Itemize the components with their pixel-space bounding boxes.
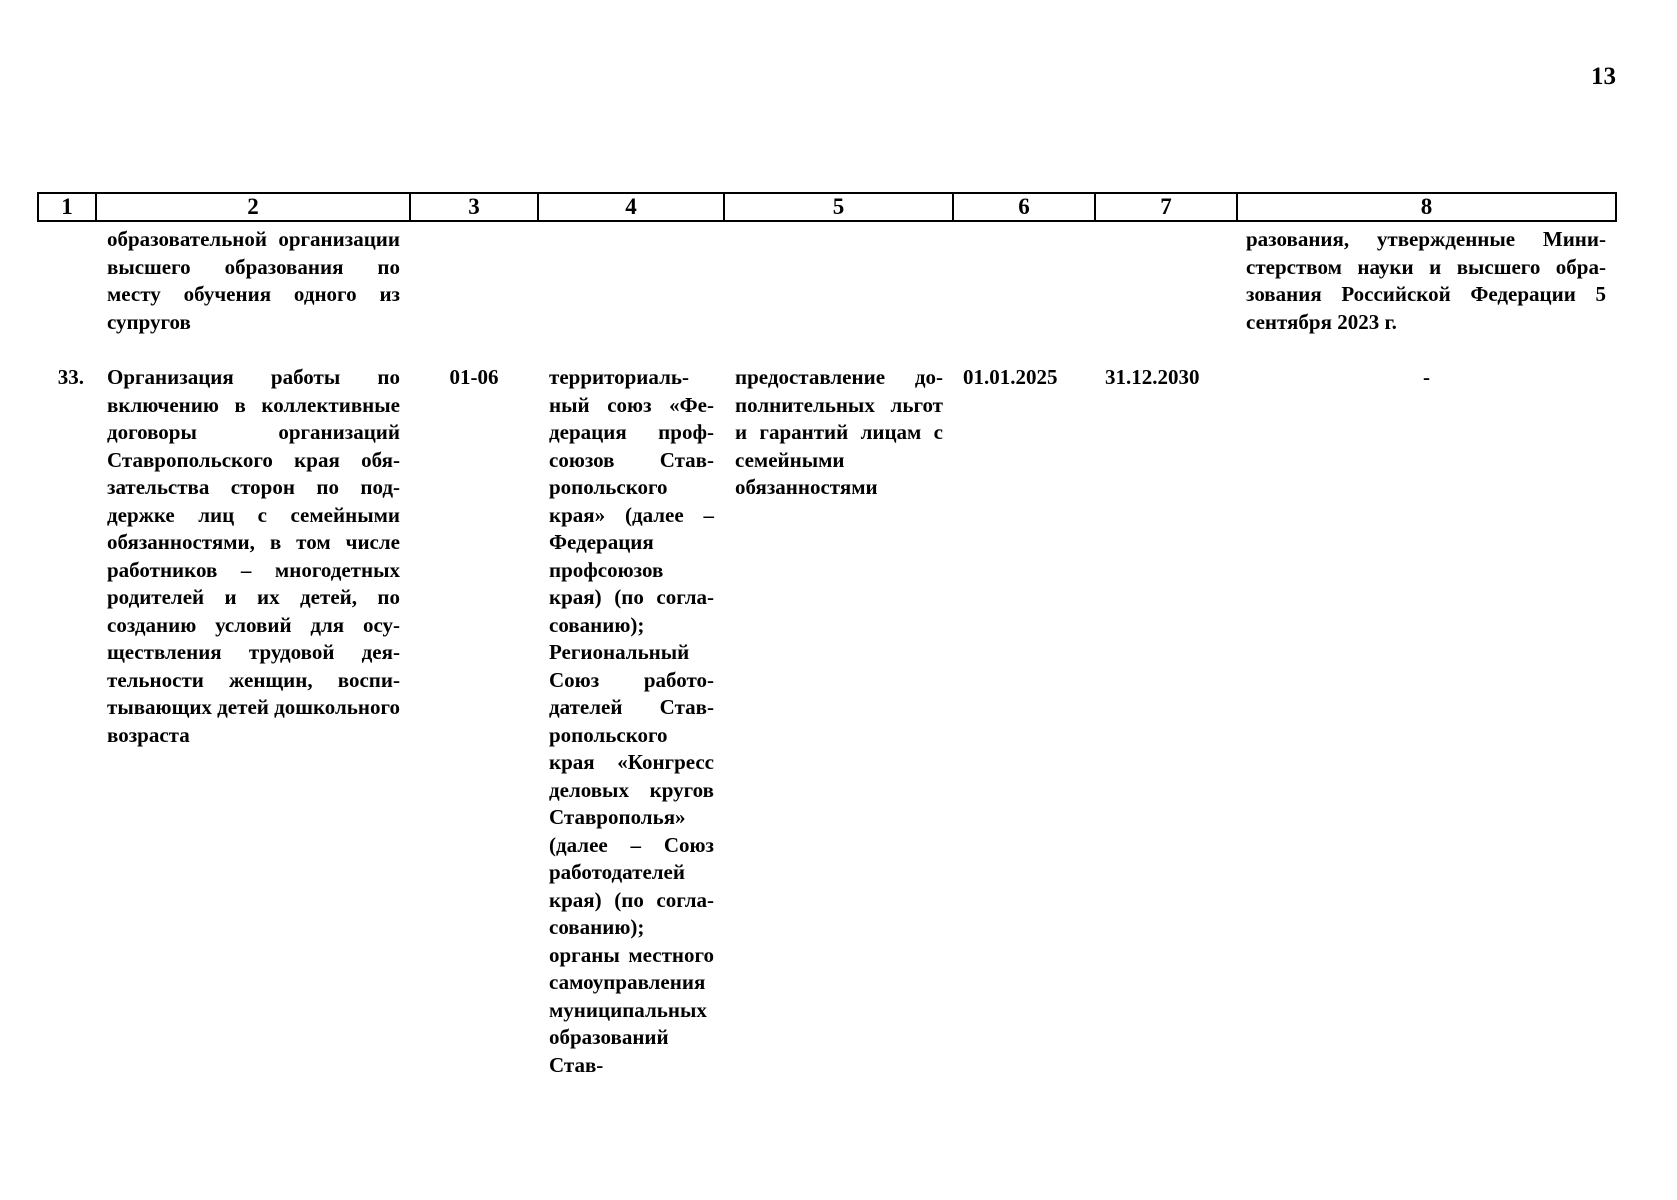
header-col-3: 3 (410, 193, 538, 221)
page-number: 13 (1591, 63, 1616, 90)
header-col-6: 6 (953, 193, 1095, 221)
measures-table-wrapper (37, 192, 1615, 1079)
cell-end-date: 31.12.2030 (1105, 365, 1200, 389)
cell-row-number: 33. (57, 365, 84, 389)
header-col-7: 7 (1095, 193, 1237, 221)
cell-executors: территориальный союз «Федерация профсоюзов Ставропольского края» (далее – Федерация профсоюзов края) (по согласованию); Региональный Союз работодателей Ставропольского края «Конгресс деловых кругов Ставрополья» (далее – Союз работодателей края) (по согласованию); органы местного самоуправления муниципальных образований Став- (549, 365, 714, 1077)
cell-continuation-col7 (1095, 221, 1237, 364)
cell-continuation-note: разования, утвержденные Министерством науки и высшего образования Российской Федерации 5 сентября 2023 г. (1246, 227, 1606, 334)
cell-start-date: 01.01.2025 (963, 365, 1058, 389)
cell-continuation-col4 (538, 221, 724, 364)
header-col-2: 2 (96, 193, 410, 221)
header-col-1: 1 (38, 193, 96, 221)
cell-continuation-col1 (38, 221, 96, 364)
header-col-8: 8 (1237, 193, 1616, 221)
cell-continuation-col6 (953, 221, 1095, 364)
header-col-4: 4 (538, 193, 724, 221)
table-row-continuation (38, 221, 1616, 364)
table-row-33 (38, 364, 1616, 1079)
header-col-5: 5 (724, 193, 953, 221)
table-header (38, 193, 1616, 221)
cell-code: 01-06 (449, 365, 499, 389)
cell-note: - (1423, 365, 1430, 389)
cell-measure: Организация работы по включению в коллективные договоры организаций Ставропольского края обязательства сторон по поддержке лиц с семейными обязанностями, в том числе работников – многодетных родителей и их детей, по созданию условий для осуществления трудовой деятельности женщин, воспитывающих детей дошкольного возраста (107, 365, 401, 747)
header-row (38, 193, 1616, 221)
measures-table (37, 192, 1617, 1079)
cell-continuation-col3 (410, 221, 538, 364)
cell-result: предоставление дополнительных льгот и гарантий лицам с семейными обязанностями (735, 365, 943, 499)
cell-continuation-col5 (724, 221, 953, 364)
cell-continuation-measure: образовательной организации высшего образования по месту обучения одного из супругов (107, 227, 400, 334)
